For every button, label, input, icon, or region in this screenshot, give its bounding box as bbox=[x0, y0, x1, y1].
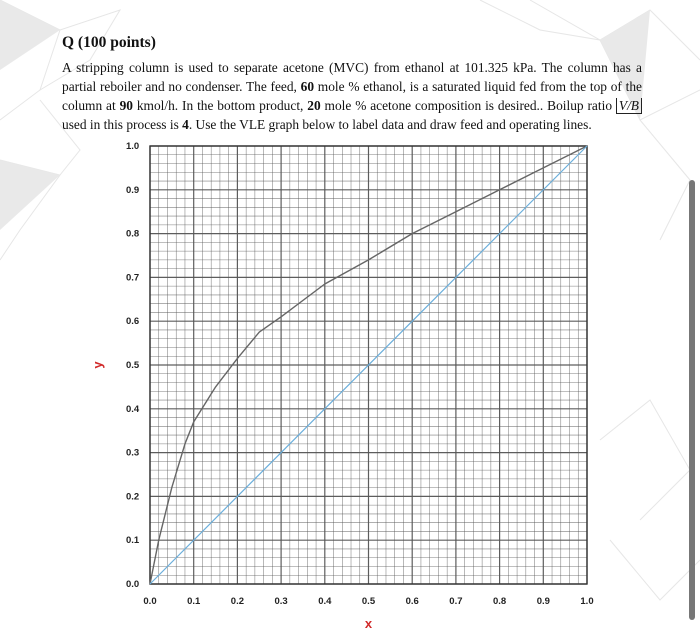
x-tick-label: 0.0 bbox=[143, 596, 157, 607]
boilup-value: 4 bbox=[182, 117, 189, 132]
question-text-part: mole % acetone composition is desired.. Boilup ratio bbox=[320, 98, 616, 113]
y-axis-label: y bbox=[90, 361, 105, 369]
x-tick-label: 0.9 bbox=[536, 596, 550, 607]
x-tick-label: 0.5 bbox=[361, 596, 376, 607]
boilup-ratio-symbol: V/B bbox=[616, 98, 642, 114]
y-tick-label: 0.1 bbox=[126, 535, 140, 547]
x-tick-label: 0.7 bbox=[449, 596, 463, 607]
feed-rate: 90 bbox=[119, 98, 133, 113]
x-tick-label: 0.2 bbox=[230, 596, 245, 607]
question-text-part: A stripping column is used to separate acetone (MVC) from ethanol at 101.325 kPa. The column has a partial reboiler and no condenser. The feed, bbox=[62, 60, 642, 94]
question-title: Q (100 points) bbox=[62, 34, 156, 51]
feed-fraction: 60 bbox=[300, 79, 315, 94]
y-tick-label: 0.5 bbox=[126, 360, 140, 371]
bottom-fraction: 20 bbox=[307, 98, 321, 113]
x-tick-label: 0.3 bbox=[274, 596, 288, 607]
x-tick-label: 0.6 bbox=[405, 596, 419, 607]
y-tick-label: 0.0 bbox=[126, 579, 140, 590]
x-tick-label: 1.0 bbox=[580, 596, 594, 607]
question-text-part: used in this process is bbox=[62, 117, 183, 132]
y-tick-label: 0.8 bbox=[126, 228, 140, 240]
y-tick-label: 0.3 bbox=[126, 447, 140, 459]
x-tick-label: 0.8 bbox=[492, 596, 507, 607]
x-tick-label: 0.4 bbox=[318, 596, 332, 607]
y-tick-label: 0.4 bbox=[126, 403, 140, 415]
scrollbar[interactable] bbox=[689, 180, 695, 620]
question-text-part: mole % ethanol, is a saturated liquid fed from the top of the column at bbox=[62, 79, 643, 113]
question-text-part: . Use the VLE graph below to label data and draw feed and operating lines. bbox=[188, 117, 592, 132]
x-axis-label: x bbox=[364, 616, 373, 631]
y-tick-label: 0.2 bbox=[126, 491, 140, 503]
y-tick-label: 0.6 bbox=[126, 316, 140, 328]
y-tick-label: 0.7 bbox=[126, 272, 140, 284]
y-tick-label: 0.9 bbox=[126, 184, 140, 196]
x-tick-label: 0.1 bbox=[187, 596, 201, 607]
question-text-part: kmol/h. In the bottom product, bbox=[132, 98, 308, 113]
y-tick-label: 1.0 bbox=[126, 141, 140, 152]
